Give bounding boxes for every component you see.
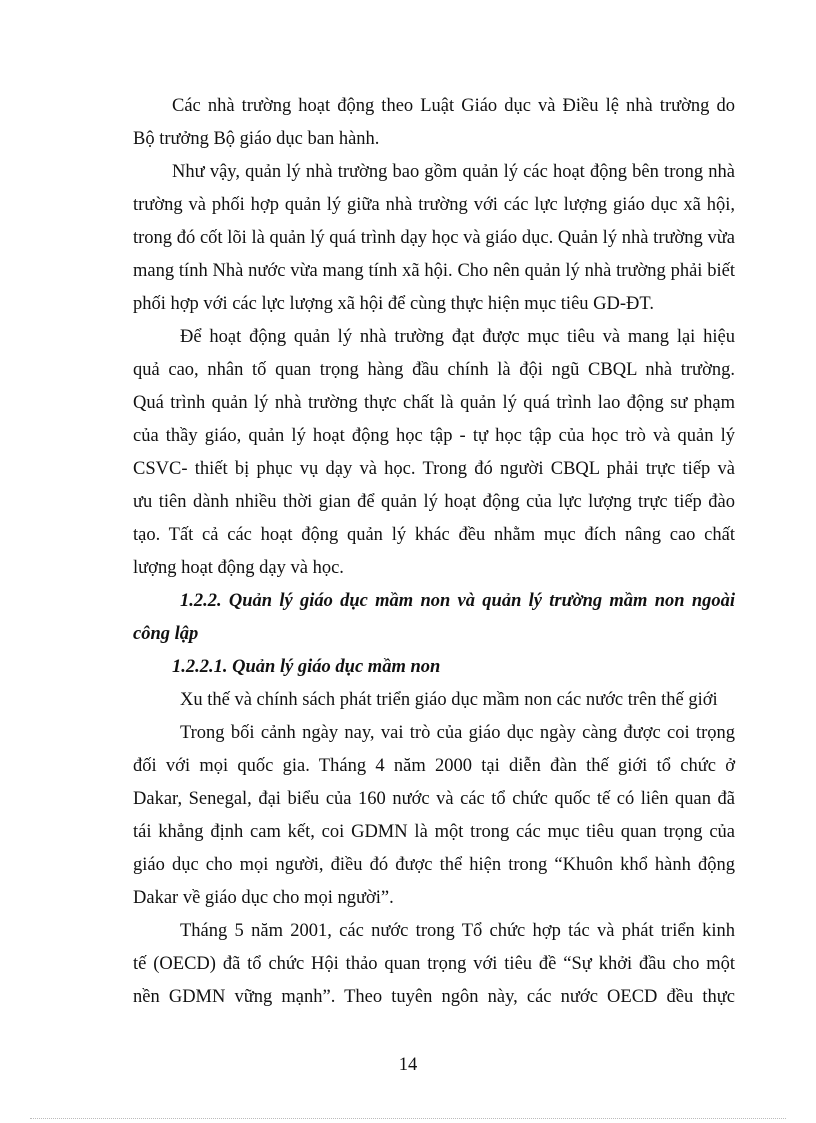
para3-line6: ưu tiên dành nhiều thời gian để quản lý hoạt động của lực lượng trực tiếp đào: [133, 492, 735, 512]
para2-line2: trường và phối hợp quản lý giữa nhà trường với các lực lượng giáo dục xã hội,: [133, 195, 735, 215]
para2-line4: mang tính Nhà nước vừa mang tính xã hội. Cho nên quản lý nhà trường phải biết: [133, 261, 735, 281]
page-number: 14: [398, 1055, 418, 1075]
para4-line6: Dakar về giáo dục cho mọi người”.: [133, 888, 394, 908]
para4-line1: Trong bối cảnh ngày nay, vai trò của giáo dục ngày càng được coi trọng: [180, 723, 735, 743]
para5-line2: tế (OECD) đã tổ chức Hội thảo quan trọng với tiêu đề “Sự khởi đầu cho một: [133, 954, 735, 974]
section-heading-1-2-2: 1.2.2. Quản lý giáo dục mầm non và quản lý trường mầm non ngoài: [180, 591, 735, 611]
para1-line2: Bộ trưởng Bộ giáo dục ban hành.: [133, 129, 380, 149]
para2-line1: Như vậy, quản lý nhà trường bao gồm quản lý các hoạt động bên trong nhà: [172, 162, 735, 182]
para5-line3: nền GDMN vững mạnh”. Theo tuyên ngôn này, các nước OECD đều thực: [133, 987, 735, 1007]
para3-line8: lượng hoạt động dạy và học.: [133, 558, 344, 578]
para3-line1: Để hoạt động quản lý nhà trường đạt được mục tiêu và mang lại hiệu: [180, 327, 735, 347]
para4-line2: đối với mọi quốc gia. Tháng 4 năm 2000 tại diễn đàn thế giới tổ chức ở: [133, 756, 735, 776]
para4-line4: tái khẳng định cam kết, coi GDMN là một trong các mục tiêu quan trọng của: [133, 822, 735, 842]
para2-line5: phối hợp với các lực lượng xã hội để cùng thực hiện mục tiêu GD-ĐT.: [133, 294, 654, 314]
para1-line1: Các nhà trường hoạt động theo Luật Giáo dục và Điều lệ nhà trường do: [172, 96, 735, 116]
para4-line3: Dakar, Senegal, đại biểu của 160 nước và các tổ chức quốc tế có liên quan đã: [133, 789, 735, 809]
para3-line3: Quá trình quản lý nhà trường thực chất là quản lý quá trình lao động sư phạm: [133, 393, 735, 413]
para4-line5: giáo dục cho mọi người, điều đó được thể hiện trong “Khuôn khổ hành động: [133, 855, 735, 875]
page-bottom-divider: [30, 1118, 786, 1119]
section-heading-1-2-2-cont: công lập: [133, 624, 199, 644]
para5-line1: Tháng 5 năm 2001, các nước trong Tổ chức hợp tác và phát triển kinh: [180, 921, 735, 941]
subsection-heading-1-2-2-1: 1.2.2.1. Quản lý giáo dục mầm non: [172, 657, 441, 677]
para3-line5: CSVC- thiết bị phục vụ dạy và học. Trong đó người CBQL phải trực tiếp và: [133, 459, 735, 479]
para3-line7: tạo. Tất cả các hoạt động quản lý khác đều nhằm mục đích nâng cao chất: [133, 525, 735, 545]
subtopic-title: Xu thế và chính sách phát triển giáo dục mầm non các nước trên thế giới: [180, 690, 718, 710]
para3-line4: của thầy giáo, quản lý hoạt động học tập - tự học tập của học trò và quản lý: [133, 426, 735, 446]
para2-line3: trong đó cốt lõi là quản lý quá trình dạy học và giáo dục. Quản lý nhà trường vừa: [133, 228, 735, 248]
para3-line2: quả cao, nhân tố quan trọng hàng đầu chính là đội ngũ CBQL nhà trường.: [133, 360, 735, 380]
